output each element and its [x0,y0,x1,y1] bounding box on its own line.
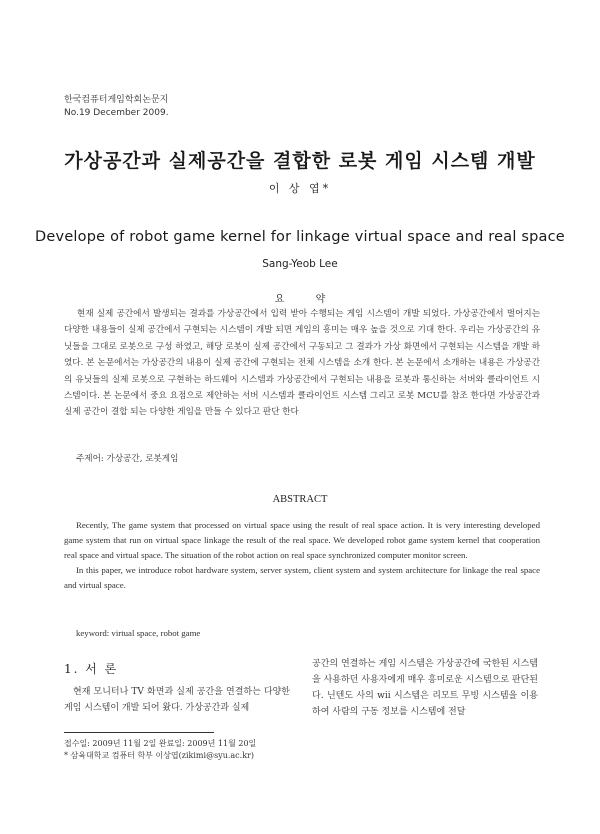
paper-title-korean: 가상공간과 실제공간을 결합한 로봇 게임 시스템 개발 [64,150,536,172]
abstract-english-paragraph-1: Recently, The game system that processed on virtual space using the result of real space action. It is very interesting developed game system that run on virtual space linkage the result of the real space. We developed robot game system kernel that cooperation real space and virtual space. The situation of the robot action on real space synchronized computer monitor screen. [64,520,540,561]
footnote [64,738,256,762]
author-korean: 이 상 엽* [268,182,332,195]
footnote-dates: 접수일: 2009년 11월 2일 완료일: 2009년 11월 20일 [64,739,257,748]
author-english: Sang-Yeob Lee [262,258,338,270]
journal-issue: No.19 December 2009. [64,108,169,118]
footnote-divider [64,732,214,733]
paper-title-english: Develope of robot game kernel for linkage virtual space and real space [35,229,565,245]
abstract-english-heading: ABSTRACT [272,494,328,505]
abstract-english-paragraph-2: In this paper, we introduce robot hardware system, server system, client system and system architecture for linkage the real space and virtual space. [64,565,540,591]
section-heading-introduction: 1. 서 론 [64,662,119,676]
abstract-korean-heading: 요 약 [274,294,340,305]
keywords-english: keyword: virtual space, robot game [76,628,201,638]
journal-header [64,94,169,120]
footnote-affiliation: * 삼육대학교 컴퓨터 학부 이상엽(zikimi@syu.ac.kr) [64,751,254,760]
journal-name: 한국컴퓨터게임학회논문지 [64,95,169,105]
abstract-english-body [64,518,540,593]
abstract-korean-body: 현재 실제 공간에서 발생되는 결과를 가상공간에서 입력 받아 수행되는 게임 시스템이 개발 되었다. 가상공간에서 벌어지는 다양한 내용들이 실제 공간에서 구현되는 시스템이 개발 되면 게임의 흥미는 매우 높을 것으로 기대 한다. 우리는 가상공간의 유닛들을 그대로 로봇으로 구성 하였고, 해당 로봇이 실제 공간에서 구동되고 그 결과가 가상 화면에서 구현되는 시스템을 개발 하였다. 본 논문에서는 가상공간의 내용이 실제 공간에 구현되는 전체 시스템을 소개 한다. 본 논문에서 소개하는 내용은 가상공간의 유닛들의 실제 로봇으로 구현하는 하드웨어 시스템과 가상공간에서 구현되는 내용을 로봇과 통신하는 서버와 클라이언트 시스템이다. 본 논문에서 중요 요점으로 제안하는 서버 시스템과 클라이언트 시스템 그리고 로봇 MCU를 참조 한다면 가상공간과 실제 공간이 결합 되는 다양한 게임을 만들 수 있다고 판단 한다 [64,309,540,418]
body-column-right: 공간의 연결하는 게임 시스템은 가상공간에 국한된 시스템을 사용하던 사용자에게 매우 흥미로운 시스템으로 판단된다. 닌텐도 사의 wii 시스템은 리모트 무빙 시스템을 이용하여 사람의 구동 정보를 시스템에 전달 [312,659,538,717]
body-column-left: 현재 모니터나 TV 화면과 실제 공간을 연결하는 다양한 게임 시스템이 개발 되어 왔다. 가상공간과 실제 [64,687,290,713]
keywords-korean: 주제어: 가상공간, 로봇게임 [76,454,179,464]
